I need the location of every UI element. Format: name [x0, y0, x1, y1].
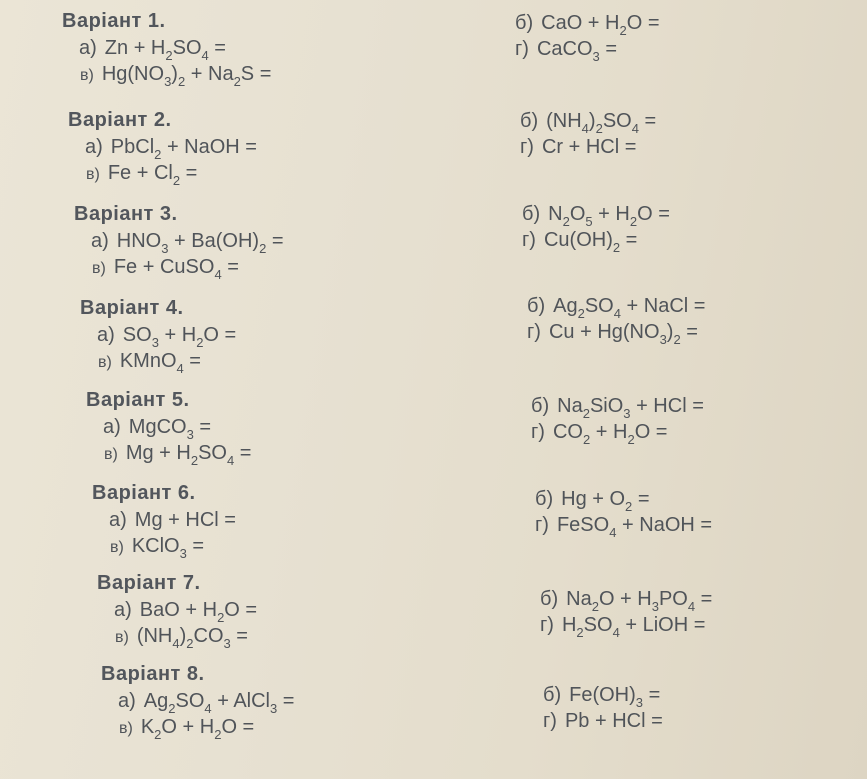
- variant-title: Варіант 5.: [86, 389, 190, 411]
- equation-a: а) $Zn + H_2SO_4$ =: [79, 37, 226, 63]
- equation-v: в) $Mg + H_2SO_4$ =: [104, 442, 252, 468]
- equation-a: а) $HNO_3 + Ba(OH)_2$ =: [91, 230, 284, 256]
- equation-v: в) $Fe + Cl_2$ =: [86, 162, 198, 188]
- variant-6-left: [92, 482, 236, 561]
- equation-b: б) $N_2O_5 + H_2O$ =: [522, 203, 670, 229]
- equation-g: г) $Cu(OH)_2$ =: [522, 229, 638, 255]
- variant-1-left: [62, 10, 271, 89]
- variant-8-right: [543, 682, 663, 734]
- equation-g: г) CaCO$_3$ =: [515, 38, 618, 64]
- variant-title: Варіант 3.: [74, 203, 178, 225]
- variant-6-right: [535, 486, 712, 538]
- equation-a: а) $SO_3 + H_2O$ =: [97, 324, 237, 350]
- equation-g: г) Pb + HCl =: [543, 710, 663, 732]
- equation-v: в) $Hg(NO_3)_2 + Na_2S$ =: [80, 63, 272, 89]
- equation-v: в) Fe + CuSO$_4$ =: [92, 256, 239, 282]
- variant-title: Варіант 4.: [80, 297, 184, 319]
- variant-2-right: [520, 108, 656, 160]
- equation-b: б) $Fe(OH)_3$ =: [543, 684, 661, 710]
- equation-v: в) KClO$_3$ =: [110, 535, 205, 561]
- equation-a: а) Mg + HCl =: [109, 509, 236, 531]
- equation-v: в) KMnO$_4$ =: [98, 350, 201, 376]
- variant-7-left: [97, 572, 257, 651]
- equation-v: в) $K_2O + H_2O$ =: [119, 716, 255, 742]
- variant-title: Варіант 2.: [68, 109, 172, 131]
- variant-4-right: [527, 293, 705, 345]
- equation-g: г) Cr + HCl =: [520, 136, 637, 158]
- equation-a: а) PbCl$_2$ + NaOH =: [85, 136, 257, 162]
- variant-title: Варіант 6.: [92, 482, 196, 504]
- equation-b: б) $Na_2O + H_3PO_4$ =: [540, 588, 713, 614]
- variant-2-left: [68, 109, 257, 188]
- equation-a: а) BaO + $H_2O$ =: [114, 599, 258, 625]
- equation-v: в) $(NH_4)_2CO_3$ =: [115, 625, 248, 651]
- equation-g: г) $H_2SO_4$ + LiOH =: [540, 614, 706, 640]
- variant-title: Варіант 1.: [62, 10, 166, 32]
- equation-g: г) $Cu + Hg(NO_3)_2$ =: [527, 321, 698, 347]
- variant-5-right: [531, 393, 704, 445]
- equation-b: б) $Na_2SiO_3$ + HCl =: [531, 395, 704, 421]
- variant-5-left: [86, 389, 251, 468]
- equation-b: б) $Ag_2SO_4$ + NaCl =: [527, 295, 706, 321]
- variant-3-right: [522, 201, 670, 253]
- equation-b: б) $Hg + O_2$ =: [535, 488, 650, 514]
- equation-b: б) $(NH_4)_2SO_4$ =: [520, 110, 657, 136]
- variant-8-left: [101, 663, 294, 742]
- equation-g: г) $CO_2 + H_2O$ =: [531, 421, 668, 447]
- variant-1-right: [515, 10, 660, 62]
- variant-title: Варіант 8.: [101, 663, 205, 685]
- equation-g: г) FeSO$_4$ + NaOH =: [535, 514, 713, 540]
- variant-3-left: [74, 203, 284, 282]
- equation-a: а) $Ag_2SO_4$ + AlCl$_3$ =: [118, 690, 295, 716]
- variant-4-left: [80, 297, 236, 376]
- equation-a: а) MgCO$_3$ =: [103, 416, 212, 442]
- variant-title: Варіант 7.: [97, 572, 201, 594]
- equation-b: б) CaO + $H_2O$ =: [515, 12, 660, 38]
- variant-7-right: [540, 586, 712, 638]
